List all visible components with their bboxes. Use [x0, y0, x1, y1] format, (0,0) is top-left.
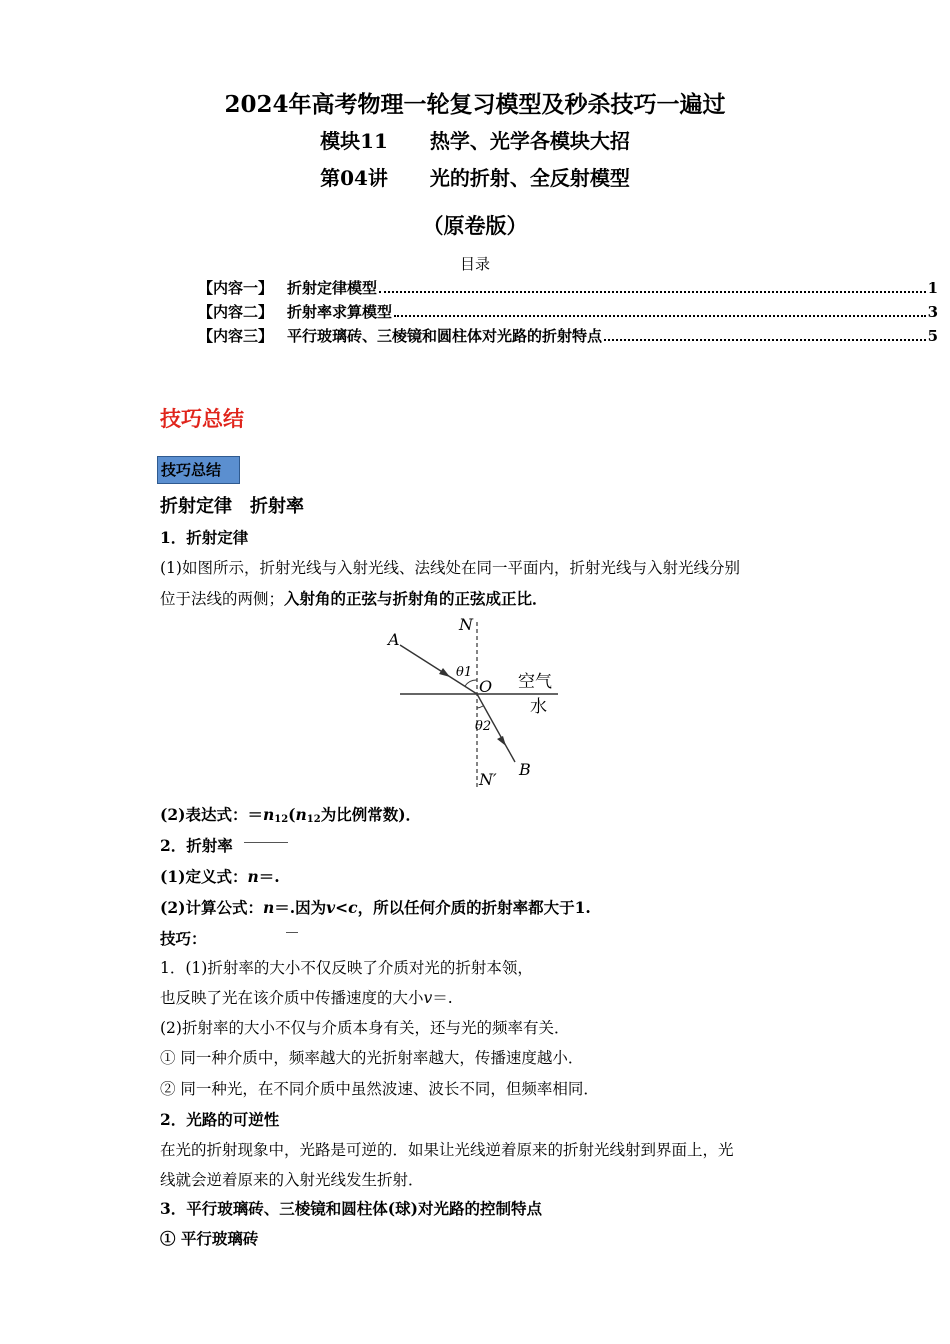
toc-entry-tag: 【内容一】: [198, 279, 274, 297]
paragraph-line: 线就会逆着原来的入射光线发生折射．: [160, 1171, 424, 1189]
module-name: 热学、光学各模块大招: [429, 129, 630, 153]
text-run: ，所以任何介质的折射率都大于1.: [357, 898, 591, 917]
subheading: 折射定律 折射率: [160, 496, 304, 517]
refraction-law-title: 1．折射定律: [160, 528, 249, 547]
tip-line: ① 同一种介质中，频率越大的光折射率越大，传播速度越小．: [160, 1049, 584, 1067]
tip-line: ② 同一种光，在不同介质中虽然波速、波长不同，但频率相同．: [160, 1080, 599, 1098]
text-run: ＝.: [432, 989, 453, 1007]
subscript: 12: [306, 814, 321, 825]
text-run: (: [288, 805, 296, 824]
angle-arc-2: [477, 706, 483, 708]
expression-line: [160, 803, 421, 825]
text-run: <: [335, 898, 349, 917]
toc-entry-title: 折射率求算模型: [287, 303, 393, 321]
toc-entry-page: 3: [927, 303, 938, 321]
paragraph-line: (1)如图所示，折射光线与入射光线、法线处在同一平面内，折射光线与入射光线分别: [160, 559, 740, 577]
list-item: ① 平行玻璃砖: [160, 1229, 259, 1248]
symbol-n: n: [295, 805, 307, 824]
toc-entry-title: 折射定律模型: [287, 279, 378, 297]
lecture-name: 光的折射、全反射模型: [429, 166, 630, 190]
incident-arrowhead: [439, 668, 450, 677]
definition-line: [160, 865, 280, 887]
text-run: (1)定义式：: [160, 867, 248, 886]
label-water: 水: [530, 697, 547, 717]
toc-leader-dots: [604, 339, 926, 341]
fraction-bar: [286, 932, 298, 933]
refractive-index-title: 2．折射率: [160, 836, 233, 855]
edition-label: （原卷版）: [422, 213, 528, 238]
toc-entry-1[interactable]: [198, 277, 938, 299]
fraction-bar: [244, 842, 288, 843]
formula-line: [160, 896, 591, 918]
toc-entry-2[interactable]: [198, 301, 938, 323]
toc-heading: 目录: [459, 255, 490, 273]
lecture-number: 第04讲: [320, 166, 388, 190]
toc-entry-page: 5: [927, 327, 938, 345]
text-run: 位于法线的两侧；: [160, 590, 285, 608]
text-run: ＝.: [258, 867, 280, 886]
label-air: 空气: [518, 672, 552, 692]
text-run: 为比例常数)．: [320, 805, 422, 824]
toc-entry-title: 平行玻璃砖、三棱镜和圆柱体对光路的折射特点: [287, 327, 603, 345]
refracted-arrowhead: [497, 736, 506, 746]
text-run: ＝.因为: [274, 898, 327, 917]
symbol-v: v: [326, 898, 336, 917]
label-a: A: [388, 630, 400, 649]
refraction-diagram: [380, 612, 580, 797]
symbol-n: n: [247, 867, 259, 886]
module-number: 模块11: [320, 129, 388, 153]
label-theta1: θ1: [456, 665, 473, 680]
toc-entry-tag: 【内容三】: [198, 327, 274, 345]
toc-leader-dots: [394, 315, 926, 317]
symbol-n: n: [262, 805, 275, 824]
section-box-label: 技巧总结: [157, 456, 240, 484]
section-3-title: 3．平行玻璃砖、三棱镜和圆柱体(球)对光路的控制特点: [160, 1199, 542, 1218]
tip-line: [160, 986, 453, 1008]
paragraph-line: [160, 587, 548, 609]
section-title: 技巧总结: [160, 406, 244, 431]
reversibility-title: 2．光路的可逆性: [160, 1110, 280, 1129]
toc-entry-page: 1: [927, 279, 938, 297]
toc-entry-tag: 【内容二】: [198, 303, 274, 321]
text-run: (2)计算公式：: [160, 898, 263, 917]
label-n: N: [459, 615, 473, 634]
tip-label: 技巧：: [160, 929, 207, 948]
tip-line: (2)折射率的大小不仅与介质本身有关，还与光的频率有关．: [160, 1019, 570, 1037]
angle-arc-1: [465, 680, 477, 686]
symbol-n: n: [262, 898, 275, 917]
symbol-v: v: [423, 989, 433, 1007]
paragraph-line: 在光的折射现象中，光路是可逆的．如果让光线逆着原来的折射光线射到界面上，光: [160, 1141, 734, 1159]
label-o: O: [479, 677, 493, 696]
emphasis-text: 入射角的正弦与折射角的正弦成正比．: [284, 589, 548, 608]
subscript: 12: [274, 814, 289, 825]
tip-line: 1．(1)折射率的大小不仅反映了介质对光的折射本领，: [160, 959, 533, 977]
label-n-prime: N′: [479, 770, 497, 789]
text-run: (2)表达式：＝: [160, 805, 263, 824]
text-run: 也反映了光在该介质中传播速度的大小: [160, 989, 424, 1007]
toc-leader-dots: [379, 291, 926, 293]
document-title: 2024年高考物理一轮复习模型及秒杀技巧一遍过: [224, 91, 726, 118]
label-b: B: [519, 760, 531, 779]
lecture-heading: [0, 162, 950, 191]
toc-entry-3[interactable]: [198, 325, 938, 347]
label-theta2: θ2: [475, 719, 492, 734]
symbol-c: c: [348, 898, 358, 917]
module-heading: [0, 125, 950, 154]
